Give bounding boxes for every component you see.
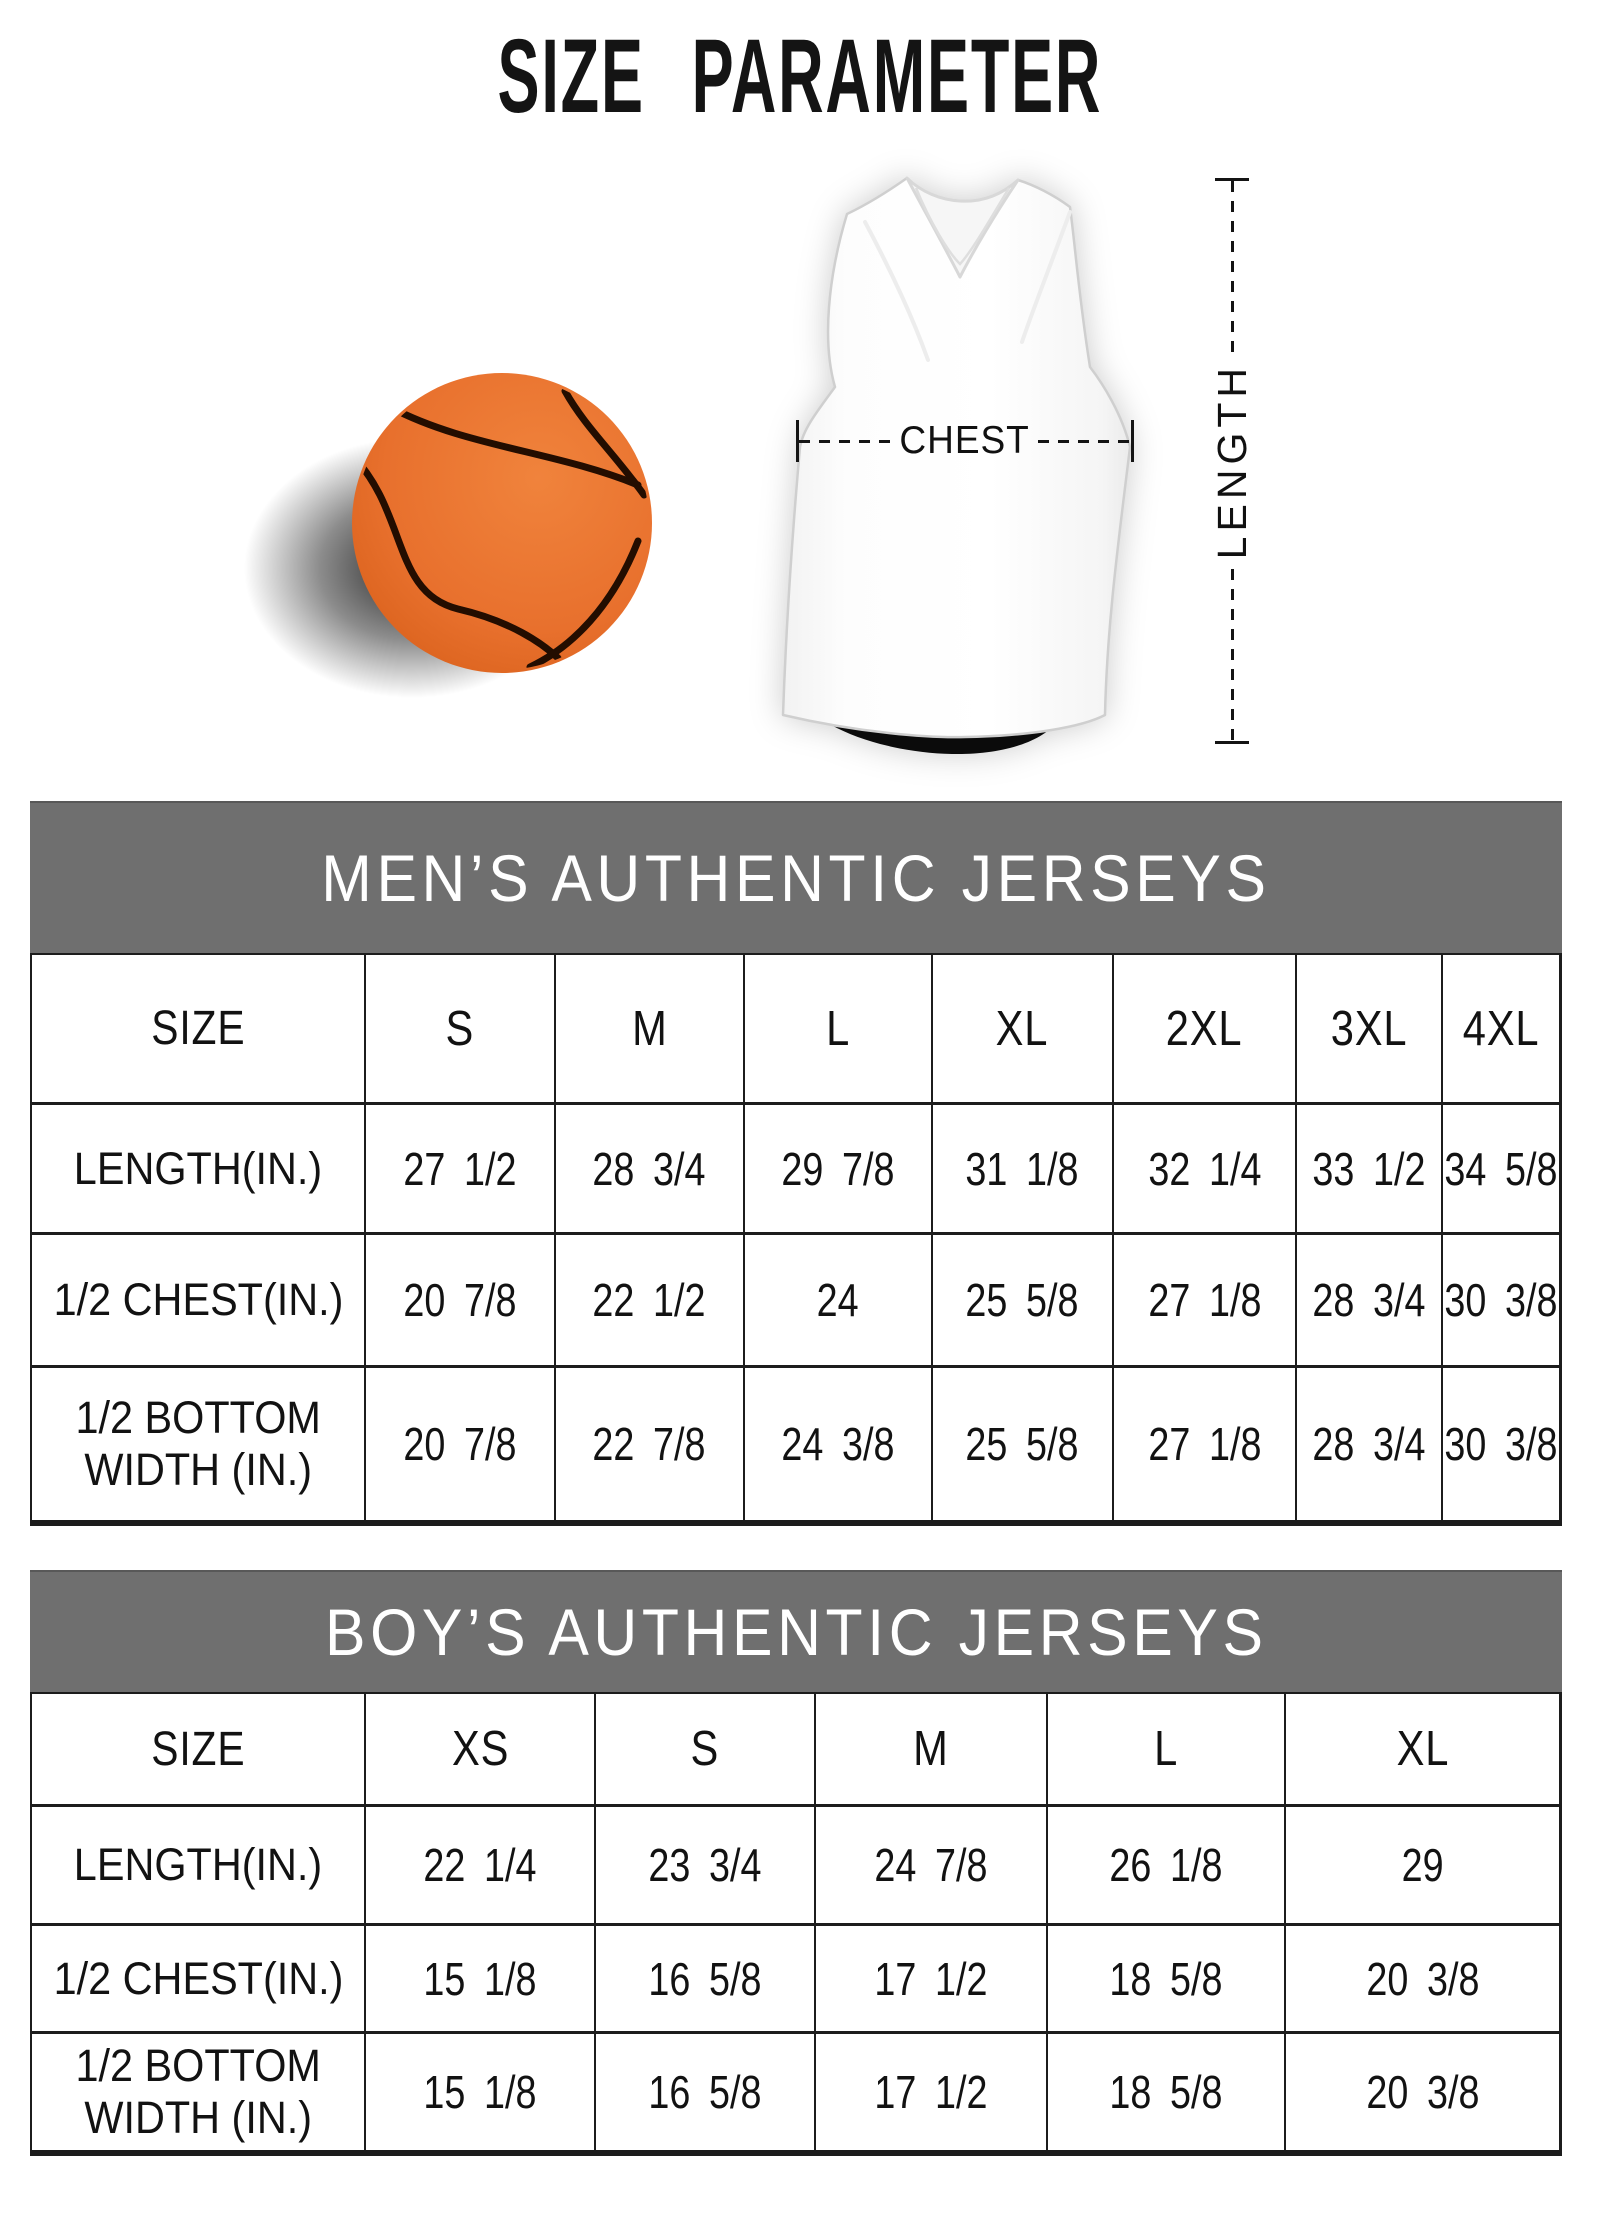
value-cell: [366, 1368, 555, 1520]
chest-dimension-line: [796, 419, 1134, 463]
cell-value: 30 3/8: [1444, 1274, 1558, 1326]
column-header: M: [631, 1001, 668, 1056]
cell-value: 18 5/8: [1109, 1952, 1223, 2005]
value-cell: [1443, 1235, 1559, 1368]
column-header: S: [690, 1722, 720, 1776]
value-cell: [1048, 1926, 1286, 2034]
column-header-cell: [1286, 1694, 1559, 1807]
page-title: [0, 18, 1600, 135]
cell-value: 22 1/4: [423, 1839, 537, 1891]
column-header-cell: [1443, 955, 1559, 1105]
cell-value: 31 1/8: [965, 1142, 1079, 1195]
column-header-cell: [1114, 955, 1297, 1105]
cell-value: 27 1/2: [403, 1142, 517, 1195]
value-cell: [933, 1235, 1114, 1368]
value-cell: [596, 2034, 816, 2150]
cell-value: 30 3/8: [1444, 1418, 1558, 1470]
cell-value: 32 1/4: [1147, 1142, 1261, 1195]
row-label: 1/2 BOTTOM WIDTH (IN.): [75, 1392, 321, 1495]
value-cell: [933, 1105, 1114, 1235]
mens-table-title: MEN’S AUTHENTIC JERSEYS: [321, 841, 1271, 915]
column-header-cell: [596, 1694, 816, 1807]
column-header: M: [913, 1722, 949, 1776]
value-cell: [1114, 1235, 1297, 1368]
value-cell: [596, 1807, 816, 1926]
cell-value: 23 3/4: [648, 1839, 762, 1891]
cell-value: 20 3/8: [1366, 1952, 1480, 2005]
boys-size-grid: [30, 1692, 1562, 2156]
size-corner-header: SIZE: [151, 1002, 246, 1055]
cell-value: 25 5/8: [965, 1274, 1079, 1326]
value-cell: [1443, 1368, 1559, 1520]
value-cell: [556, 1235, 745, 1368]
length-label: LENGTH: [1208, 362, 1255, 560]
cell-value: 34 5/8: [1444, 1142, 1558, 1195]
value-cell: [556, 1368, 745, 1520]
column-header: XS: [451, 1722, 509, 1776]
row-label: 1/2 CHEST(IN.): [53, 1274, 344, 1326]
cell-value: 17 1/2: [874, 2066, 988, 2118]
row-label-cell: [32, 2034, 366, 2150]
cell-value: 29 7/8: [781, 1142, 895, 1195]
row-label: LENGTH(IN.): [74, 1142, 323, 1194]
row-label-cell: [32, 1368, 366, 1520]
value-cell: [366, 2034, 596, 2150]
value-cell: [816, 1807, 1048, 1926]
boys-table-title-band: [30, 1570, 1562, 1692]
value-cell: [816, 2034, 1048, 2150]
cell-value: 18 5/8: [1109, 2066, 1223, 2118]
column-header-cell: [816, 1694, 1048, 1807]
value-cell: [366, 1807, 596, 1926]
mens-table-title-band: [30, 801, 1562, 953]
cell-value: 17 1/2: [874, 1952, 988, 2005]
value-cell: [1297, 1105, 1443, 1235]
cell-value: 20 7/8: [403, 1418, 517, 1470]
length-dimension-line: [1206, 178, 1258, 744]
cell-value: 20 3/8: [1366, 2066, 1480, 2118]
column-header-cell: [1297, 955, 1443, 1105]
cell-value: 24: [817, 1274, 859, 1326]
column-header: L: [1154, 1722, 1179, 1776]
boys-table-title: BOY’S AUTHENTIC JERSEYS: [324, 1595, 1268, 1669]
row-label-cell: [32, 1926, 366, 2034]
value-cell: [816, 1926, 1048, 2034]
value-cell: [933, 1368, 1114, 1520]
value-cell: [1286, 1807, 1559, 1926]
value-cell: [745, 1235, 933, 1368]
column-header-cell: [1048, 1694, 1286, 1807]
basketball-ball: [352, 373, 652, 673]
cell-value: 22 1/2: [592, 1274, 706, 1326]
value-cell: [745, 1368, 933, 1520]
column-header-cell: [745, 955, 933, 1105]
column-header: XL: [996, 1001, 1049, 1056]
value-cell: [1114, 1368, 1297, 1520]
cell-value: 24 7/8: [874, 1839, 988, 1891]
column-header-cell: [366, 1694, 596, 1807]
row-label-cell: [32, 1807, 366, 1926]
value-cell: [366, 1105, 555, 1235]
value-cell: [1297, 1368, 1443, 1520]
cell-value: 25 5/8: [965, 1418, 1079, 1470]
cell-value: 33 1/2: [1312, 1142, 1426, 1195]
cell-value: 16 5/8: [648, 2066, 762, 2118]
mens-size-grid: [30, 953, 1562, 1526]
value-cell: [1048, 1807, 1286, 1926]
cell-value: 24 3/8: [781, 1418, 895, 1470]
cell-value: 15 1/8: [423, 2066, 537, 2118]
value-cell: [1297, 1235, 1443, 1368]
row-label: LENGTH(IN.): [74, 1839, 323, 1891]
chest-dash-left: [799, 440, 892, 443]
column-header: 3XL: [1330, 1001, 1408, 1056]
row-label: 1/2 BOTTOM WIDTH (IN.): [75, 2040, 321, 2143]
basketball-image: [240, 355, 690, 705]
mens-jerseys-table: [30, 801, 1562, 1526]
value-cell: [1048, 2034, 1286, 2150]
row-label-cell: [32, 1105, 366, 1235]
cell-value: 20 7/8: [403, 1274, 517, 1326]
size-corner-header: SIZE: [151, 1722, 246, 1776]
cell-value: 22 7/8: [592, 1418, 706, 1470]
length-dash-bottom: [1231, 569, 1234, 741]
column-header-cell: [556, 955, 745, 1105]
value-cell: [556, 1105, 745, 1235]
row-label: 1/2 CHEST(IN.): [53, 1952, 344, 2004]
cell-value: 15 1/8: [423, 1952, 537, 2005]
boys-jerseys-table: [30, 1570, 1562, 2156]
column-header: XL: [1396, 1722, 1450, 1776]
cell-value: 16 5/8: [648, 1952, 762, 2005]
cell-value: 29: [1401, 1839, 1444, 1891]
value-cell: [366, 1235, 555, 1368]
size-corner-header-cell: [32, 1694, 366, 1807]
column-header-cell: [366, 955, 555, 1105]
column-header: 4XL: [1462, 1001, 1540, 1056]
cell-value: 27 1/8: [1147, 1274, 1261, 1326]
chest-right-tick: [1131, 420, 1134, 462]
value-cell: [366, 1926, 596, 2034]
length-dash-top: [1231, 181, 1234, 353]
cell-value: 26 1/8: [1109, 1839, 1223, 1891]
size-corner-header-cell: [32, 955, 366, 1105]
row-label-cell: [32, 1235, 366, 1368]
cell-value: 28 3/4: [592, 1142, 706, 1195]
chest-dash-right: [1038, 440, 1131, 443]
cell-value: 28 3/4: [1312, 1274, 1426, 1326]
column-header-cell: [933, 955, 1114, 1105]
chest-label: CHEST: [899, 419, 1031, 462]
cell-value: 28 3/4: [1312, 1418, 1426, 1470]
value-cell: [745, 1105, 933, 1235]
value-cell: [1443, 1105, 1559, 1235]
column-header: 2XL: [1166, 1001, 1243, 1056]
column-header: L: [825, 1001, 851, 1056]
value-cell: [1286, 2034, 1559, 2150]
length-bottom-tick: [1215, 741, 1249, 744]
column-header: S: [445, 1001, 475, 1056]
value-cell: [1114, 1105, 1297, 1235]
value-cell: [1286, 1926, 1559, 2034]
cell-value: 27 1/8: [1147, 1418, 1261, 1470]
page-title-text: SIZE PARAMETER: [497, 18, 1103, 135]
value-cell: [596, 1926, 816, 2034]
